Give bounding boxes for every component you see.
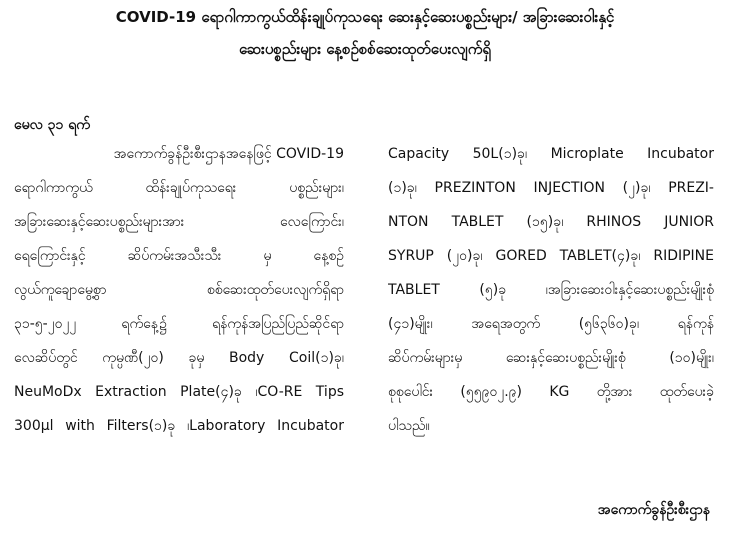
- body-line: ပါသည်။: [388, 418, 430, 434]
- body-line: လေဆိပ်တွင် ကုမ္ပဏီ(၂၀) ခုမှ Body Coil(၁)ခု၊: [14, 350, 344, 366]
- body-line: NeuMoDx Extraction Plate(၄)ခု ၊CO-RE Tips: [14, 384, 344, 400]
- body-line: ရေကြောင်းနှင့် ဆိပ်ကမ်းအသီးသီး မှ နေ့စဉ်: [14, 248, 344, 264]
- body-line: အခြားဆေးနှင့်ဆေးပစ္စည်းများအား လေကြောင်း၊: [14, 214, 344, 230]
- body-line: ဆိပ်ကမ်းများမှ ဆေးနှင့်ဆေးပစ္စည်းမျိုးစုံ (၁၀)မျိုး၊: [388, 350, 714, 366]
- body-line: (၁)ခု၊ PREZINTON INJECTION (၂)ခု၊ PREZI-: [388, 180, 714, 196]
- body-line: အကောက်ခွန်ဦးစီးဌာနအနေဖြင့် COVID-19: [55, 146, 344, 162]
- body-line: 300µl with Filters(၁)ခု ၊Laboratory Incubator: [14, 418, 344, 434]
- body-line: Capacity 50L(၁)ခု၊ Microplate Incubator: [388, 146, 714, 162]
- body-right-column: [388, 143, 714, 449]
- body-line: SYRUP (၂၀)ခု၊ GORED TABLET(၄)ခု၊ RIDIPINE: [388, 248, 714, 264]
- body-line: NTON TABLET (၁၅)ခု၊ RHINOS JUNIOR: [388, 214, 714, 230]
- body-line: လွယ်ကူချောမွေ့စွာ စစ်ဆေးထုတ်ပေးလျက်ရှိရာ: [14, 282, 344, 298]
- body-line: ၃၁-၅-၂၀၂၂ ရက်နေ့၌ ရန်ကုန်အပြည်ပြည်ဆိုင်ရာ: [14, 316, 344, 332]
- body-line: (၄၁)မျိုး၊ အရေအတွက် (၅၆၃၆၀)ခု၊ ရန်ကုန်: [388, 316, 714, 332]
- heading-line-2: ဆေးပစ္စည်းများ နေ့စဉ်စစ်ဆေးထုတ်ပေးလျက်ရှိ: [238, 40, 492, 58]
- body-line: ရောဂါကာကွယ် ထိန်းချုပ်ကုသရေး ပစ္စည်းများ၊: [14, 180, 344, 196]
- dateline: မေလ ၃၁ ရက်: [14, 117, 90, 133]
- body-line: စုစုပေါင်း (၅၅၉၀၂.၉) KG တို့အား ထုတ်ပေးခဲ့: [388, 384, 714, 400]
- body-line: TABLET (၅)ခု ၊အခြားဆေးဝါးနှင့်ဆေးပစ္စည်းမျိုးစုံ: [388, 282, 714, 298]
- heading-line-1: COVID-19 ရောဂါကာကွယ်ထိန်းချုပ်ကုသရေး ဆေးနှင့်ဆေးပစ္စည်းများ/ အခြားဆေးဝါးနှင့်: [115, 8, 615, 26]
- body-left-column: [14, 143, 344, 449]
- signature: အကောက်ခွန်ဦးစီးဌာန: [597, 502, 710, 518]
